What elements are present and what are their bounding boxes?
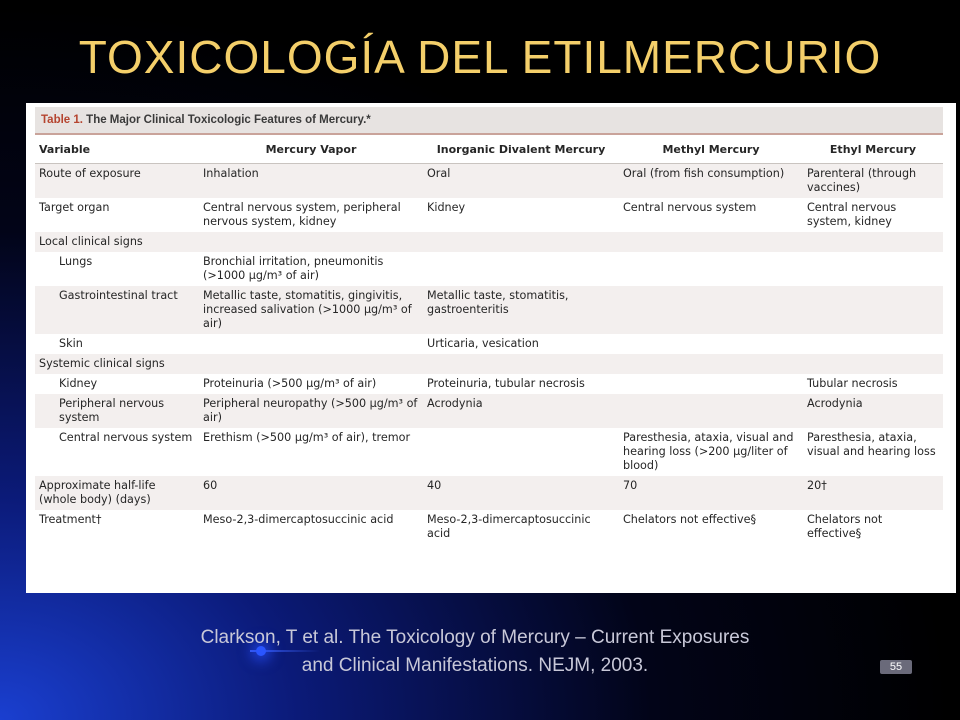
table-row (35, 476, 943, 510)
cell-ethyl: Paresthesia, ataxia, visual and hearing loss (807, 431, 936, 458)
table-row (35, 374, 943, 394)
cell-mercury-vapor (199, 354, 423, 374)
table-section-row (35, 354, 943, 374)
cell-inorganic: 40 (423, 476, 619, 510)
table-row (35, 428, 943, 476)
cell-mercury-vapor: Metallic taste, stomatitis, gingivitis, increased salivation (>1000 μg/m³ of air) (199, 286, 423, 334)
cell-variable: Peripheral nervous system (35, 394, 199, 428)
cell-inorganic: Acrodynia (423, 394, 619, 428)
citation (60, 624, 890, 680)
cell-ethyl (803, 334, 943, 354)
header-methyl-mercury: Methyl Mercury (619, 135, 803, 164)
cell-variable: Target organ (39, 201, 110, 214)
cell-variable: Skin (59, 337, 83, 350)
cell-mercury-vapor: Bronchial irritation, pneumonitis (>1000 μg/m³ of air) (203, 255, 384, 282)
header-variable: Variable (35, 135, 199, 164)
cell-inorganic: Proteinuria, tubular necrosis (427, 377, 585, 390)
header-ethyl-mercury: Ethyl Mercury (803, 135, 943, 164)
cell-methyl: 70 (619, 476, 803, 510)
table-row (35, 164, 943, 199)
cell-variable: Local clinical signs (35, 232, 199, 252)
header-mercury-vapor: Mercury Vapor (199, 135, 423, 164)
table-caption-text: The Major Clinical Toxicologic Features of Mercury.* (82, 114, 371, 126)
cell-methyl (619, 252, 803, 286)
cell-variable: Approximate half-life (whole body) (days) (35, 476, 199, 510)
cell-methyl (619, 354, 803, 374)
cell-ethyl: Tubular necrosis (807, 377, 898, 390)
toxicology-table (35, 135, 943, 544)
cell-mercury-vapor: Meso-2,3-dimercaptosuccinic acid (203, 513, 394, 526)
cell-mercury-vapor (199, 334, 423, 354)
cell-variable: Lungs (59, 255, 93, 268)
cell-ethyl: 20† (803, 476, 943, 510)
table-row (35, 198, 943, 232)
cell-ethyl (803, 232, 943, 252)
cell-inorganic: Oral (423, 164, 619, 199)
cell-inorganic: Urticaria, vesication (427, 337, 539, 350)
cell-mercury-vapor: 60 (199, 476, 423, 510)
table-row (35, 510, 943, 544)
table-caption (35, 107, 943, 135)
cell-variable: Systemic clinical signs (35, 354, 199, 374)
cell-variable: Route of exposure (35, 164, 199, 199)
slide-title: TOXICOLOGÍA DEL ETILMERCURIO (78, 31, 882, 83)
cell-mercury-vapor: Proteinuria (>500 μg/m³ of air) (203, 377, 377, 390)
cell-inorganic (423, 232, 619, 252)
table-row (35, 394, 943, 428)
table-section-row (35, 232, 943, 252)
cell-methyl: Chelators not effective§ (623, 513, 757, 526)
cell-variable: Central nervous system (59, 431, 193, 444)
cell-mercury-vapor: Central nervous system, peripheral nervous system, kidney (203, 201, 401, 228)
cell-inorganic: Metallic taste, stomatitis, gastroenteritis (423, 286, 619, 334)
cell-methyl: Oral (from fish consumption) (619, 164, 803, 199)
cell-inorganic (423, 428, 619, 476)
table-caption-tag: Table 1. (41, 114, 83, 126)
header-inorganic-divalent-mercury: Inorganic Divalent Mercury (423, 135, 619, 164)
cell-methyl (619, 394, 803, 428)
cell-mercury-vapor: Inhalation (199, 164, 423, 199)
cell-ethyl (803, 252, 943, 286)
cell-methyl (619, 334, 803, 354)
cell-mercury-vapor: Erethism (>500 μg/m³ of air), tremor (203, 431, 411, 444)
cell-methyl (619, 374, 803, 394)
cell-inorganic (423, 252, 619, 286)
cell-variable: Kidney (59, 377, 98, 390)
cell-ethyl: Acrodynia (803, 394, 943, 428)
citation-line-1: Clarkson, T et al. The Toxicology of Mercury – Current Exposures (200, 627, 750, 648)
cell-inorganic: Kidney (427, 201, 466, 214)
cell-ethyl: Parenteral (through vaccines) (803, 164, 943, 199)
cell-variable: Gastrointestinal tract (35, 286, 199, 334)
cell-inorganic (423, 354, 619, 374)
page-number: 55 (880, 660, 912, 674)
table-row (35, 334, 943, 354)
cell-ethyl: Chelators not effective§ (807, 513, 883, 540)
cell-methyl (619, 286, 803, 334)
cell-methyl: Paresthesia, ataxia, visual and hearing loss (>200 μg/liter of blood) (623, 431, 794, 472)
cell-variable: Treatment† (39, 513, 102, 526)
cell-inorganic: Meso-2,3-dimercaptosuccinic acid (427, 513, 591, 540)
table-header-row (35, 135, 943, 164)
table-row (35, 286, 943, 334)
cell-ethyl (803, 286, 943, 334)
cell-mercury-vapor (199, 232, 423, 252)
cell-methyl (619, 232, 803, 252)
table-figure (26, 103, 956, 593)
cell-mercury-vapor: Peripheral neuropathy (>500 μg/m³ of air) (199, 394, 423, 428)
cell-methyl: Central nervous system (623, 201, 757, 214)
citation-line-2: and Clinical Manifestations. NEJM, 2003. (301, 655, 649, 676)
cell-ethyl (803, 354, 943, 374)
table-container (35, 107, 943, 544)
cell-ethyl: Central nervous system, kidney (807, 201, 897, 228)
table-row (35, 252, 943, 286)
